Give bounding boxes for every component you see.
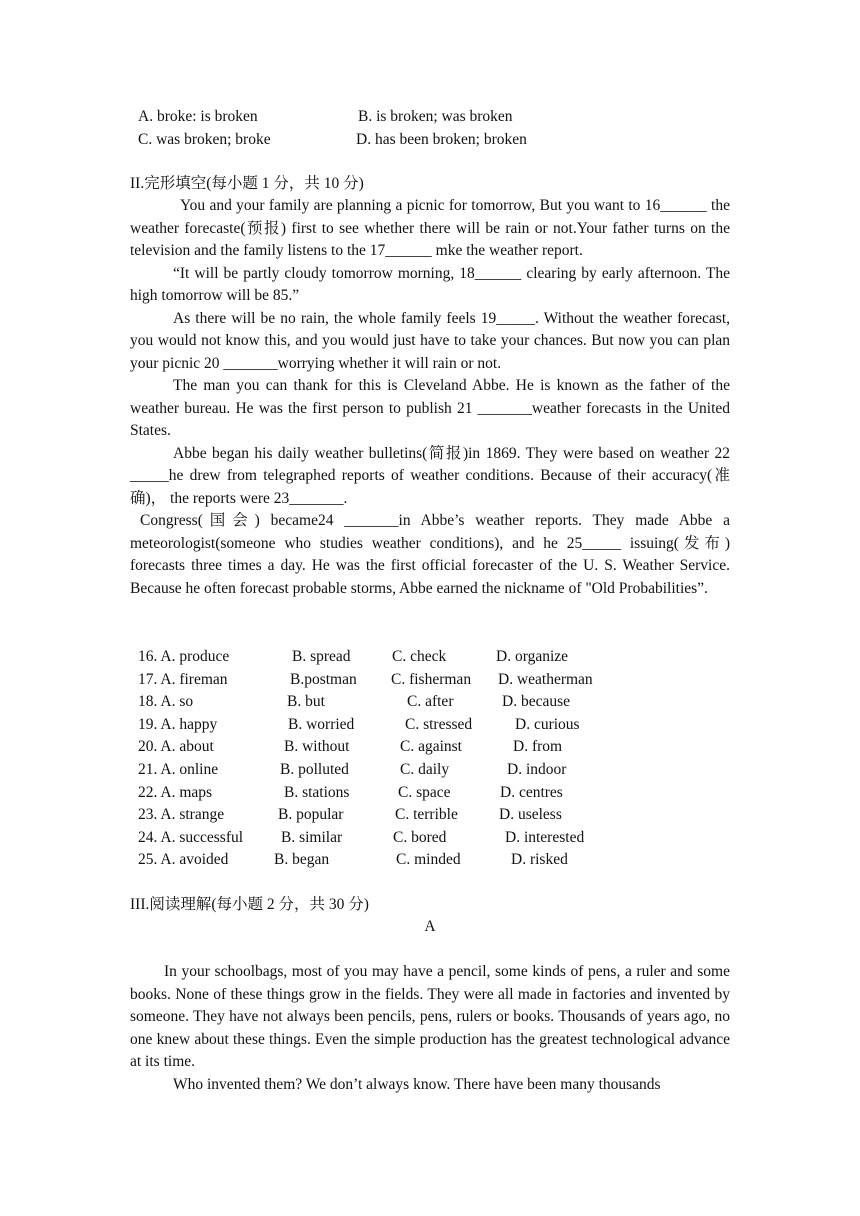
choice-a: 16. A. produce [138,648,230,665]
choice-b: B. worried [288,715,355,733]
choice-row [138,804,738,827]
choice-d: D. centres [500,783,563,801]
choice-c: C. stressed [405,715,473,733]
reading-passage-a [130,961,730,1096]
choice-row [138,669,738,692]
choice-d: D. curious [515,715,580,733]
choice-c: C. fisherman [391,670,472,688]
option-b: B. is broken; was broken [358,108,513,125]
choice-a: 25. A. avoided [138,851,229,869]
cloze-paragraph-1: You and your family are planning a picnic for tomorrow, But you want to 16______ the weather forecaste(预报) first to see whether there will be rain or not.Your father turns on the television and the family listens to the 17______ mke the weather report. [130,197,730,259]
choice-d: D. because [502,693,570,711]
option-c: C. was broken; broke [138,131,271,148]
choice-b: B. popular [278,806,344,824]
choice-b: B. polluted [280,760,349,778]
choice-row [138,714,738,737]
choice-c: C. against [400,738,462,756]
choice-a: 21. A. online [138,760,219,778]
choice-d: D. from [513,738,563,756]
choice-b: B. stations [284,783,350,801]
choice-row [138,736,738,759]
question-15-options [138,105,738,151]
cloze-heading: II.完形填空(每小题 1 分，共 10 分) [130,175,364,192]
reading-heading: III.阅读理解(每小题 2 分，共 30 分) [130,896,369,913]
choice-a: 22. A. maps [138,783,213,801]
choice-b: B. spread [292,648,351,665]
reading-paragraph-1: In your schoolbags, most of you may have a pencil, some kinds of pens, a ruler and some books. None of these things grow in the fields. They were all made in factories and invented by someone. They have not always been pencils, pens, rulers or books. Thousands of years ago, no one knew about these things. Even the simple production has the greatest technological advance at its time. [130,963,730,1070]
option-row [138,128,738,151]
choice-a: 18. A. so [138,693,194,711]
choice-d: D. useless [499,806,562,824]
choice-c: C. terrible [395,806,458,824]
choice-d: D. interested [505,828,585,846]
choice-a: 17. A. fireman [138,670,228,688]
choice-d: D. organize [496,648,569,665]
choice-row [138,759,738,782]
choice-a: 20. A. about [138,738,214,756]
cloze-paragraph-5: Abbe began his daily weather bulletins(简报)in 1869. They were based on weather 22 _____he drew from telegraphed reports of weather conditions. Because of their accuracy(准确)， the reports were 23_______. [130,444,730,507]
cloze-paragraph-4: The man you can thank for this is Cleveland Abbe. He is known as the father of the weather bureau. He was the first person to publish 21 _______weather forecasts in the United States. [130,377,730,439]
choice-c: C. bored [393,828,447,846]
choice-b: B. began [274,851,330,869]
reading-paragraph-2: Who invented them? We don’t always know. There have been many thousands [173,1075,661,1093]
choice-c: C. after [407,693,454,711]
choice-row [138,646,738,669]
choice-c: C. space [398,783,451,801]
choice-a: 23. A. strange [138,806,225,824]
choice-c: C. minded [396,851,461,869]
choice-b: B. without [284,738,350,756]
choice-b: B. similar [281,828,343,846]
choice-row [138,782,738,805]
cloze-paragraph-6: Congress(国会) became24 _______in Abbe’s weather reports. They made Abbe a meteorologist(someone who studies weather conditions), and he 25_____ issuing(发布) forecasts three times a day. He was the first official forecaster of the U. S. Weather Service. Because he often forecast probable storms, Abbe earned the nickname of "Old Probabilities”. [130,512,730,597]
cloze-paragraph-2: “It will be partly cloudy tomorrow morning, 18______ clearing by early afternoon. The high tomorrow will be 85.” [130,264,730,304]
choice-b: B. but [287,693,325,711]
cloze-paragraph-3: As there will be no rain, the whole family feels 19_____. Without the weather forecast, you would not know this, and you would just have to take your chances. But now you can plan your picnic 20 _______worrying whether it will rain or not. [130,309,730,372]
passage-label: A [424,918,436,935]
choice-row [138,827,738,850]
option-d: D. has been broken; broken [356,131,527,148]
choice-row [138,691,738,714]
cloze-choices [138,646,738,872]
option-a: A. broke: is broken [138,108,258,125]
choice-b: B.postman [290,670,357,688]
choice-d: D. indoor [507,760,567,778]
choice-c: C. daily [400,760,450,778]
choice-d: D. risked [511,851,568,869]
choice-a: 24. A. successful [138,828,244,846]
choice-d: D. weatherman [498,670,593,688]
choice-row [138,849,738,872]
choice-c: C. check [392,648,447,665]
choice-a: 19. A. happy [138,715,218,733]
option-row [138,105,738,128]
cloze-passage [130,195,730,600]
